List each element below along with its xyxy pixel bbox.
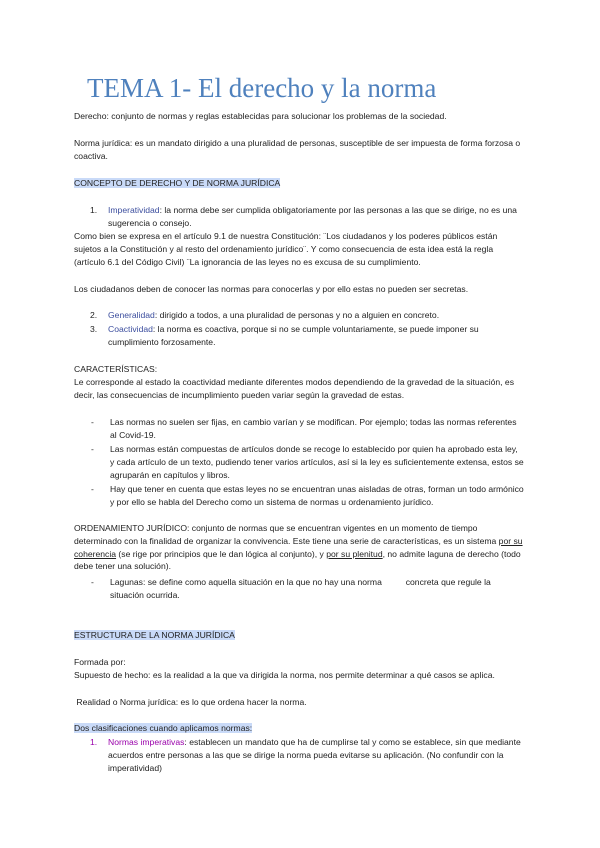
derecho-definition: Derecho: conjunto de normas y reglas establecidas para solucionar los problemas de la sociedad. [74, 111, 447, 121]
normas-imperativas-text: : establecen un mandato que ha de cumplirse tal y como se establece, sin que mediante acuerdos entre personas a las que se dirige la norma pueda evitarse su aplicación. (No confundir con la imperatividad) [108, 737, 521, 773]
plenitud-underlined: por su plenitud [326, 548, 383, 559]
realidad-norma: Realidad o Norma jurídica: es lo que ordena hacer la norma. [74, 697, 307, 707]
caracteristicas-bullet-1 [74, 416, 524, 442]
caracteristicas-heading: CARACTERÍSTICAS: [74, 364, 158, 374]
concepto-item-1 [74, 204, 524, 230]
clasificaciones-item-1 [74, 736, 524, 774]
lagunas-text: Lagunas: se define como aquella situación en la que no hay una norma concreta que regule la situación ocurrida. [110, 577, 494, 600]
concepto-item-3 [74, 323, 524, 349]
term-imperatividad: Imperatividad [108, 205, 160, 215]
term-coactividad: Coactividad [108, 324, 153, 334]
caracteristicas-intro: Le corresponde al estado la coactividad mediante diferentes modos dependiendo de la gravedad de la situación, es decir, las consecuencias de incumplimiento pueden variar según la gravedad de estas. [74, 377, 515, 400]
estructura-heading-text: ESTRUCTURA DE LA NORMA JURÍDICA [74, 630, 235, 640]
imperatividad-text: : la norma debe ser cumplida obligatoriamente por las personas a las que se dirige, no es una sugerencia o consejo. [108, 205, 517, 228]
term-normas-imperativas: Normas imperativas [108, 737, 185, 747]
ordenamiento-paragraph [74, 522, 524, 573]
dash-marker: - [91, 444, 94, 454]
caracteristicas-bullet-2 [74, 443, 524, 481]
caracteristicas-bullet-3 [74, 483, 524, 509]
ciudadanos-paragraph: Los ciudadanos deben de conocer las normas para conocerlas y por ello estas no pueden ser secretas. [74, 284, 469, 294]
generalidad-text: : dirigido a todos, a una pluralidad de personas y no a alguien en concreto. [154, 310, 440, 320]
dash-marker: - [91, 484, 94, 494]
bullet-text: Las normas están compuestas de artículos donde se recoge lo establecido por quien ha aprobado esta ley, y cada artículo de un texto, pudiendo tener varios artículos, así si la ley es suficientemente extensa, estos se agruparán en capítulos y libros. [110, 444, 524, 480]
clasificaciones-heading [74, 722, 524, 735]
concepto-item-2 [74, 309, 524, 322]
term-generalidad: Generalidad [108, 310, 155, 320]
list-number: 2. [90, 310, 98, 320]
dash-marker: - [91, 417, 94, 427]
ordenamiento-text-3: , no admite laguna de derecho (todo debe tener una solución). [74, 548, 521, 572]
bullet-text: Hay que tener en cuenta que estas leyes no se encuentran unas aisladas de otras, forman un todo armónico y por ello se habla del Derecho como un sistema de normas u ordenamiento jurídico. [110, 484, 524, 507]
formada-por: Formada por: [74, 657, 126, 667]
bullet-text: Las normas no suelen ser fijas, en cambio varían y se modifican. Por ejemplo; todas las normas referentes al Covid-19. [110, 417, 517, 440]
ordenamiento-text-1: ORDENAMIENTO JURÍDICO: conjunto de normas que se encuentran vigentes en un momento de tiempo determinado con la finalidad de organizar la convivencia. Este tiene una serie de características, es un sistema [74, 523, 499, 546]
list-number: 1. [90, 737, 98, 747]
page-title: TEMA 1- El derecho y la norma [87, 73, 437, 103]
list-number: 1. [90, 205, 98, 215]
dash-marker: - [91, 577, 94, 587]
supuesto-de-hecho: Supuesto de hecho: es la realidad a la que va dirigida la norma, nos permite determinar a qué casos se aplica. [74, 670, 495, 680]
ordenamiento-text-2: (se rige por principios que le dan lógica al conjunto), y [116, 548, 327, 559]
list-number: 3. [90, 324, 98, 334]
articulo-paragraph: Como bien se expresa en el artículo 9.1 de nuestra Constitución: ¨Los ciudadanos y los poderes públicos están sujetos a la Constitución y al resto del ordenamiento jurídico¨. Y como consecuencia de esta idea está la regla (artículo 6.1 del Código Civil) ¨La ignorancia de las leyes no es excusa de su cumplimiento. [74, 231, 498, 267]
concepto-heading [74, 177, 524, 190]
lagunas-bullet [74, 576, 524, 602]
coherencia-underlined: por su coherencia [74, 535, 523, 559]
concepto-heading-text: CONCEPTO DE DERECHO Y DE NORMA JURÍDICA [74, 178, 281, 188]
estructura-heading [74, 629, 524, 642]
clasificaciones-heading-text: Dos clasificaciones cuando aplicamos normas: [74, 723, 253, 733]
coactividad-text: : la norma es coactiva, porque si no se cumple voluntariamente, se puede imponer su cumplimiento forzosamente. [108, 324, 479, 347]
norma-juridica-definition: Norma jurídica: es un mandato dirigido a una pluralidad de personas, susceptible de ser impuesta de forma forzosa o coactiva. [74, 138, 521, 161]
